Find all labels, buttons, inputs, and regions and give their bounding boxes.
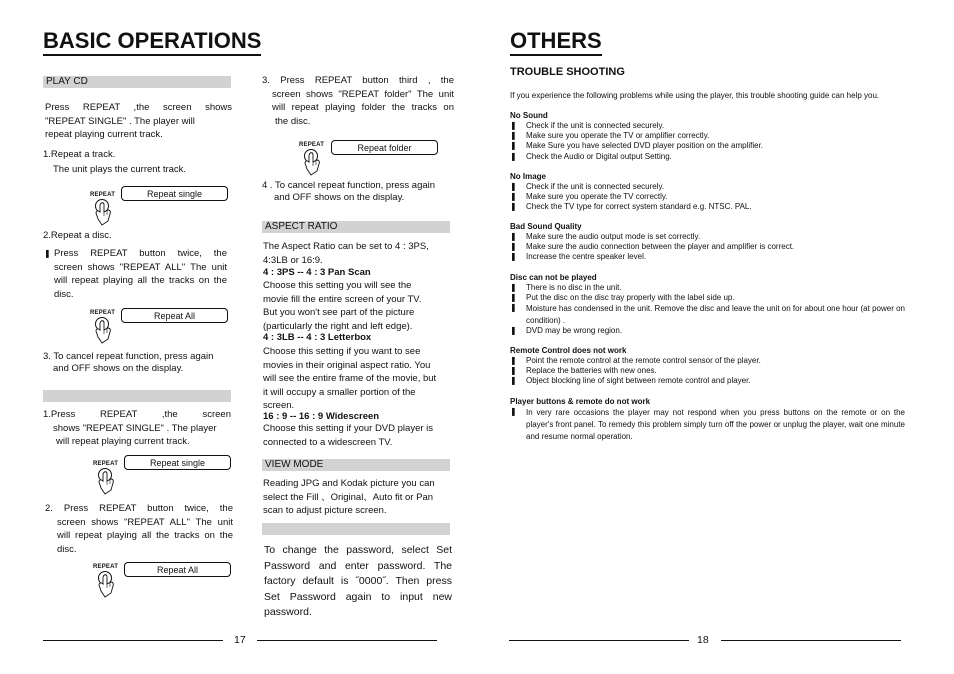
section-heading-no-image: No Image bbox=[510, 172, 547, 181]
item-text: Replace the batteries with new ones. bbox=[526, 366, 657, 376]
bullet-mark: ❚ bbox=[510, 407, 517, 416]
section-bar-play-cd: PLAY CD bbox=[43, 76, 231, 88]
pan-scan-body bbox=[263, 279, 455, 333]
text-line: 3. Press REPEAT button third , the bbox=[262, 75, 454, 86]
list-no-image bbox=[510, 182, 905, 213]
cancel-heading: 3. To cancel repeat function, press again bbox=[43, 351, 214, 362]
section-bar-view-mode: VIEW MODE bbox=[262, 459, 450, 471]
section-bar-empty bbox=[43, 390, 231, 402]
display-repeat-all: Repeat All bbox=[124, 562, 231, 577]
list-item bbox=[510, 152, 905, 162]
text-line: disc. bbox=[54, 288, 74, 300]
widescreen-heading: 16 : 9 -- 16 : 9 Widescreen bbox=[263, 411, 380, 422]
item-text: DVD may be wrong region. bbox=[526, 326, 623, 336]
bullet-mark: ❚ bbox=[510, 131, 517, 141]
text-line: But you won't see part of the picture bbox=[263, 307, 415, 318]
display-repeat-single: Repeat single bbox=[124, 455, 231, 470]
cancel-heading: 4 . To cancel repeat function, press again bbox=[262, 180, 436, 191]
hand-pressing-button-icon bbox=[95, 466, 123, 496]
bullet-mark: ❚ bbox=[44, 249, 51, 258]
text-line: movie fill the entire screen of your TV. bbox=[263, 293, 422, 305]
aspect-ratio-intro bbox=[263, 240, 455, 267]
text-line: the disc. bbox=[275, 115, 311, 127]
bullet-mark: ❚ bbox=[510, 376, 517, 386]
item-text: Make sure you operate the TV or amplifier correctly. bbox=[526, 131, 710, 141]
repeat-button-label: REPEAT bbox=[90, 310, 116, 316]
footer-rule bbox=[509, 640, 689, 641]
item-text: Make sure the audio output mode is set correctly. bbox=[526, 232, 701, 241]
page-number: 18 bbox=[697, 634, 709, 646]
display-repeat-single: Repeat single bbox=[121, 186, 228, 201]
trouble-shooting-intro: If you experience the following problems while using the player, this trouble shooting guide can help you. bbox=[510, 91, 880, 100]
section-bar-aspect-ratio: ASPECT RATIO bbox=[262, 221, 450, 233]
bullet-mark: ❚ bbox=[510, 252, 517, 262]
text-line: factory default is ˝0000˝. Then press bbox=[264, 575, 452, 587]
text-line: 4:3LB or 16:9. bbox=[263, 254, 323, 266]
section-heading-bad-sound: Bad Sound Quality bbox=[510, 222, 582, 231]
widescreen-body bbox=[263, 422, 455, 449]
section-heading-buttons-not-work: Player buttons & remote do not work bbox=[510, 397, 651, 406]
item-text: Make sure the audio connection between the player and amplifier is correct. bbox=[526, 242, 795, 252]
list-item bbox=[510, 182, 905, 192]
bullet-mark: ❚ bbox=[510, 283, 517, 292]
list-item bbox=[510, 131, 905, 141]
bullet-mark: ❚ bbox=[510, 141, 517, 151]
text-line: Reading JPG and Kodak picture you can bbox=[263, 478, 435, 489]
item-text: Check the TV type for correct system standard e.g. NTSC. PAL. bbox=[526, 202, 752, 212]
footer-rule bbox=[43, 640, 223, 641]
item-text: Make sure you operate the TV correctly. bbox=[526, 192, 668, 202]
hand-pressing-button-icon bbox=[92, 197, 120, 227]
text-line: Press REPEAT ,the screen shows bbox=[45, 102, 232, 113]
item-text: There is no disc in the unit. bbox=[526, 283, 622, 292]
item-text: Check if the unit is connected securely. bbox=[526, 182, 665, 191]
text-line: Choose this setting you will see the bbox=[263, 280, 412, 291]
item-text: Make Sure you have selected DVD player position on the amplifier. bbox=[526, 141, 764, 151]
repeat-disc-heading: 2.Repeat a disc. bbox=[43, 230, 112, 241]
list-buttons-not-work bbox=[510, 407, 905, 443]
pan-scan-heading: 4 : 3PS -- 4 : 3 Pan Scan bbox=[263, 267, 371, 278]
text-line: Press REPEAT button twice, the bbox=[54, 248, 227, 259]
bullet-mark: ❚ bbox=[510, 326, 517, 336]
section-bar-empty bbox=[262, 523, 450, 535]
repeat-instructions-2 bbox=[45, 502, 233, 556]
text-line: To change the password, select Set bbox=[264, 544, 452, 556]
bullet-mark: ❚ bbox=[510, 366, 517, 376]
list-item bbox=[510, 141, 905, 151]
text-line: The Aspect Ratio can be set to 4 : 3PS, bbox=[263, 241, 429, 252]
repeat-folder-instructions bbox=[262, 74, 454, 128]
text-line: screen shows "REPEAT ALL" The unit bbox=[54, 261, 227, 273]
list-item bbox=[510, 366, 905, 376]
bullet-mark: ❚ bbox=[510, 182, 517, 191]
repeat-button-label: REPEAT bbox=[299, 142, 325, 148]
list-bad-sound bbox=[510, 232, 905, 263]
repeat-track-body: The unit plays the current track. bbox=[53, 164, 187, 175]
text-line: password. bbox=[264, 606, 312, 618]
bullet-mark: ❚ bbox=[510, 151, 517, 161]
list-item bbox=[510, 407, 905, 443]
list-item bbox=[510, 376, 905, 386]
repeat-button-label: REPEAT bbox=[93, 461, 119, 467]
bullet-mark: ❚ bbox=[510, 202, 517, 212]
text-line: Choose this setting if your DVD player is bbox=[263, 423, 434, 434]
text-line: movies in their original aspect ratio. You bbox=[263, 359, 431, 371]
list-no-sound bbox=[510, 121, 905, 162]
bullet-mark: ❚ bbox=[510, 356, 517, 365]
text-line: disc. bbox=[57, 543, 77, 555]
cancel-body: and OFF shows on the display. bbox=[53, 363, 184, 374]
bullet-mark: ❚ bbox=[510, 192, 517, 202]
list-item bbox=[510, 356, 905, 366]
section-heading-no-sound: No Sound bbox=[510, 111, 548, 120]
item-text: Point the remote control at the remote control sensor of the player. bbox=[526, 356, 761, 365]
hand-pressing-button-icon bbox=[95, 569, 123, 599]
bullet-mark: ❚ bbox=[510, 232, 517, 241]
view-mode-body bbox=[263, 477, 455, 518]
list-remote-not-work bbox=[510, 356, 905, 387]
text-line: scan to adjust picture screen. bbox=[263, 505, 387, 516]
list-item bbox=[510, 202, 905, 212]
text-line: (particularly the right and left edge). bbox=[263, 320, 413, 332]
list-item bbox=[510, 303, 905, 326]
bullet-mark: ❚ bbox=[510, 303, 517, 313]
text-line: screen shows "REPEAT folder" The unit bbox=[272, 88, 454, 100]
text-line: it will occupy a smaller portion of the bbox=[263, 386, 416, 398]
text-line: screen. bbox=[263, 400, 295, 411]
text-line: shows "REPEAT SINGLE" . The player bbox=[53, 422, 217, 434]
section-heading-remote-not-work: Remote Control does not work bbox=[510, 346, 627, 355]
item-text: Moisture has condensed in the unit. Remove the disc and leave the unit on for about one hour (at power on condition) . bbox=[526, 304, 905, 325]
bullet-mark: ❚ bbox=[510, 121, 517, 130]
list-item bbox=[510, 242, 905, 252]
trouble-shooting-heading: TROUBLE SHOOTING bbox=[510, 66, 625, 78]
text-line: 1.Press REPEAT ,the screen bbox=[43, 409, 231, 420]
repeat-instructions-1 bbox=[43, 408, 231, 449]
play-cd-intro bbox=[45, 101, 232, 142]
letterbox-heading: 4 : 3LB -- 4 : 3 Letterbox bbox=[263, 332, 372, 343]
text-line: will repeat playing all the tracks on the bbox=[57, 530, 233, 541]
display-repeat-folder: Repeat folder bbox=[331, 140, 438, 155]
text-line: repeat playing current track. bbox=[45, 129, 163, 140]
list-item bbox=[510, 192, 905, 202]
page-title-others: OTHERS bbox=[510, 29, 602, 56]
list-item bbox=[510, 326, 905, 336]
bullet-mark: ❚ bbox=[510, 242, 517, 252]
list-item bbox=[510, 121, 905, 131]
item-text: Object blocking line of sight between remote control and player. bbox=[526, 376, 751, 386]
text-line: screen shows "REPEAT ALL" The unit bbox=[57, 516, 233, 528]
text-line: 2. Press REPEAT button twice, the bbox=[45, 503, 233, 514]
text-line: will see the entire frame of the movie, but bbox=[263, 373, 437, 384]
text-line: "REPEAT SINGLE" . The player will bbox=[45, 115, 195, 127]
repeat-button-label: REPEAT bbox=[93, 564, 119, 570]
hand-pressing-button-icon bbox=[92, 315, 120, 345]
letterbox-body bbox=[263, 345, 455, 413]
repeat-track-heading: 1.Repeat a track. bbox=[43, 149, 116, 160]
item-text: Increase the centre speaker level. bbox=[526, 252, 647, 262]
repeat-button-label: REPEAT bbox=[90, 192, 116, 198]
footer-rule bbox=[721, 640, 901, 641]
item-text: Check the Audio or Digital output Setting. bbox=[526, 151, 672, 161]
footer-rule bbox=[257, 640, 437, 641]
cancel-body: and OFF shows on the display. bbox=[274, 192, 405, 203]
text-line: connected to a widescreen TV. bbox=[263, 436, 393, 448]
text-line: will repeat playing all the tracks on the bbox=[54, 275, 227, 286]
hand-pressing-button-icon bbox=[301, 147, 329, 177]
page-number: 17 bbox=[234, 634, 246, 646]
display-repeat-all: Repeat All bbox=[121, 308, 228, 323]
text-line: Password and enter password. The bbox=[264, 559, 452, 572]
text-line: will repeat playing current track. bbox=[56, 436, 190, 447]
list-item bbox=[510, 293, 905, 303]
text-line: Choose this setting if you want to see bbox=[263, 346, 421, 357]
item-text: In very rare occasions the player may not respond when you press buttons on the remote or on the player's front panel. To remedy this problem simply turn off the power or unplug the player, wait one minute and resume normal operation. bbox=[526, 408, 905, 441]
list-item bbox=[510, 232, 905, 242]
text-line: select the Fill 、Original、Auto fit or Pan bbox=[263, 491, 434, 503]
repeat-disc-body bbox=[54, 247, 227, 301]
section-heading-disc-not-played: Disc can not be played bbox=[510, 273, 597, 282]
text-line: Set Password again to input new bbox=[264, 590, 452, 603]
page-title-basic-operations: BASIC OPERATIONS bbox=[43, 29, 261, 56]
item-text: Check if the unit is connected securely. bbox=[526, 121, 665, 130]
text-line: will repeat playing folder the tracks on bbox=[272, 102, 454, 113]
list-item bbox=[510, 283, 905, 293]
item-text: Put the disc on the disc tray properly with the label side up. bbox=[526, 293, 735, 303]
list-disc-not-played bbox=[510, 283, 905, 337]
password-instructions bbox=[264, 543, 452, 621]
list-item bbox=[510, 252, 905, 262]
bullet-mark: ❚ bbox=[510, 293, 517, 303]
